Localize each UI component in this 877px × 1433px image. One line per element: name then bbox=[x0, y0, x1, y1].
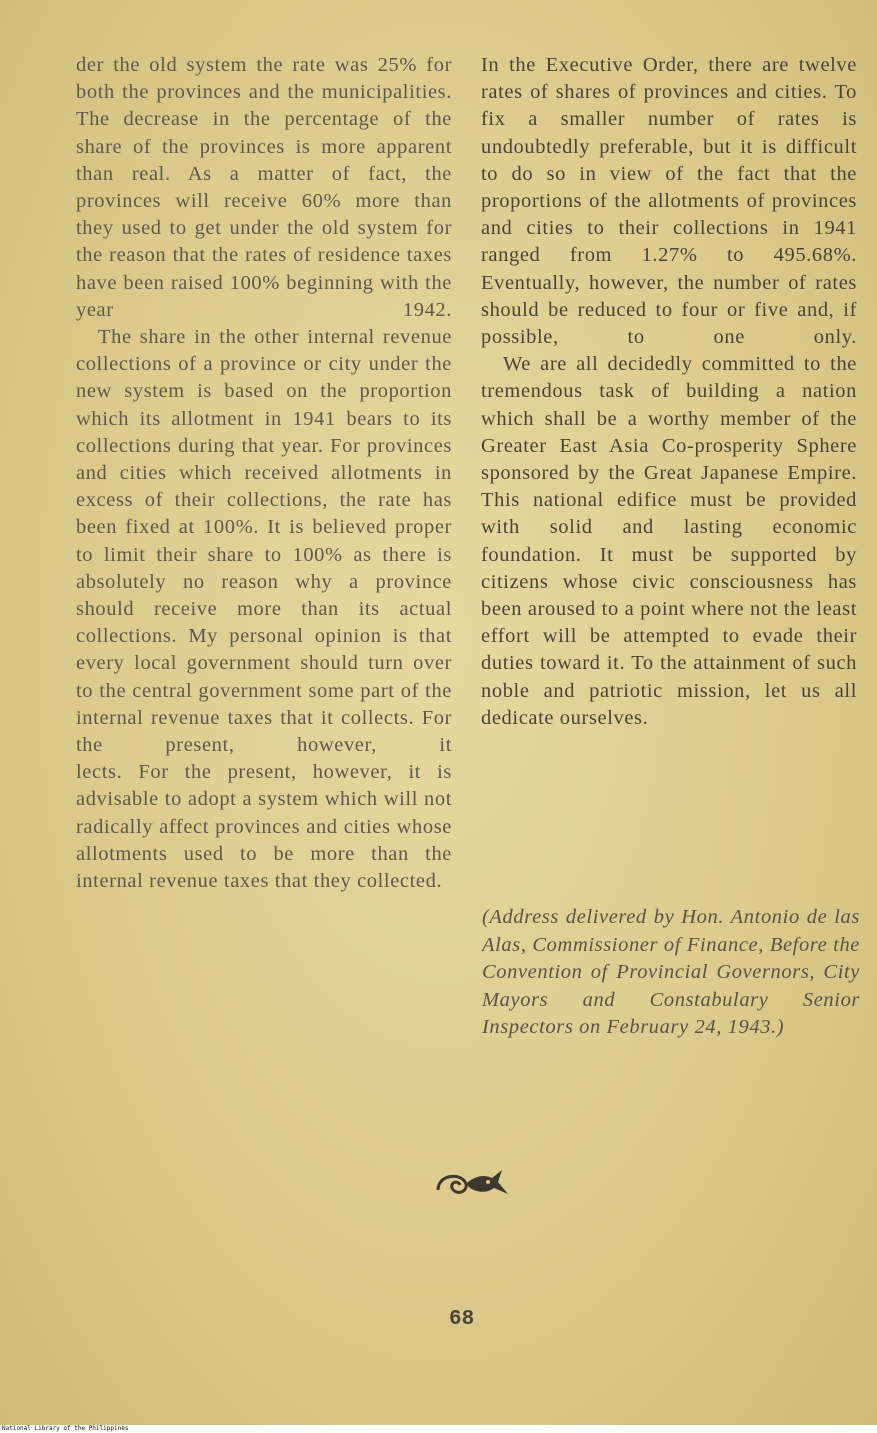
left-paragraph-3: lects. For the present, however, it is advisable to adopt a system which will not radically affect provinces and cities whose allotments used to be more than the internal revenue taxes that they collected. bbox=[76, 761, 452, 893]
left-column bbox=[76, 52, 452, 895]
right-paragraph-1: In the Executive Order, there are twelve rates of shares of provinces and cities. To fix a smaller number of rates is undoubtedly preferable, but it is difficult to do so in view of the fact that the proportions of the allotments of provinces and cities to their collections in 1941 ranged from 1.27% to 495.68%. Eventually, however, the number of rates should be reduced to four or five and, if possible, to one only. bbox=[481, 54, 857, 349]
address-attribution: (Address delivered by Hon. Antonio de las Alas, Commissioner of Finance, Before the Convention of Provincial Governors, City Mayors and Constabulary Senior Inspectors on February 24, 1943.) bbox=[482, 906, 860, 1038]
library-credit: National Library of the Philippines bbox=[2, 1425, 129, 1432]
left-paragraph-1: der the old system the rate was 25% for both the provinces and the municipalities. The decrease in the percentage of the share of the provinces is more apparent than real. As a matter of fact, the provinces will receive 60% more than they used to get under the old system for the reason that the rates of residence taxes have been raised 100% beginning with the year 1942. bbox=[76, 54, 452, 321]
right-column bbox=[481, 52, 857, 732]
footer-strip bbox=[0, 1425, 877, 1433]
left-paragraph-2: The share in the other internal revenue collections of a province or city under the new system is based on the proportion which its allotment in 1941 bears to its collections during that year. For provinces and cities which received allotments in excess of their collections, the rate has been fixed at 100%. It is believed proper to limit their share to 100% as there is absolutely no reason why a province should receive more than its actual collections. My personal opinion is that every local government should turn over to the central government some part of the internal revenue taxes that it collects. For the present, however, it bbox=[76, 326, 452, 757]
page-number: 68 bbox=[449, 1308, 475, 1331]
right-paragraph-2: We are all decidedly committed to the tremendous task of building a nation which shall be a worthy member of the Greater East Asia Co-prosperity Sphere sponsored by the Great Japanese Empire. This national edifice must be provided with solid and lasting economic foundation. It must be supported by citizens whose civic consciousness has been aroused to a point where not the least effort will be attempted to evade their duties toward it. To the attainment of such noble and patriotic mission, let us all dedicate ourselves. bbox=[481, 353, 857, 729]
decorative-ornament-icon bbox=[432, 1160, 512, 1204]
